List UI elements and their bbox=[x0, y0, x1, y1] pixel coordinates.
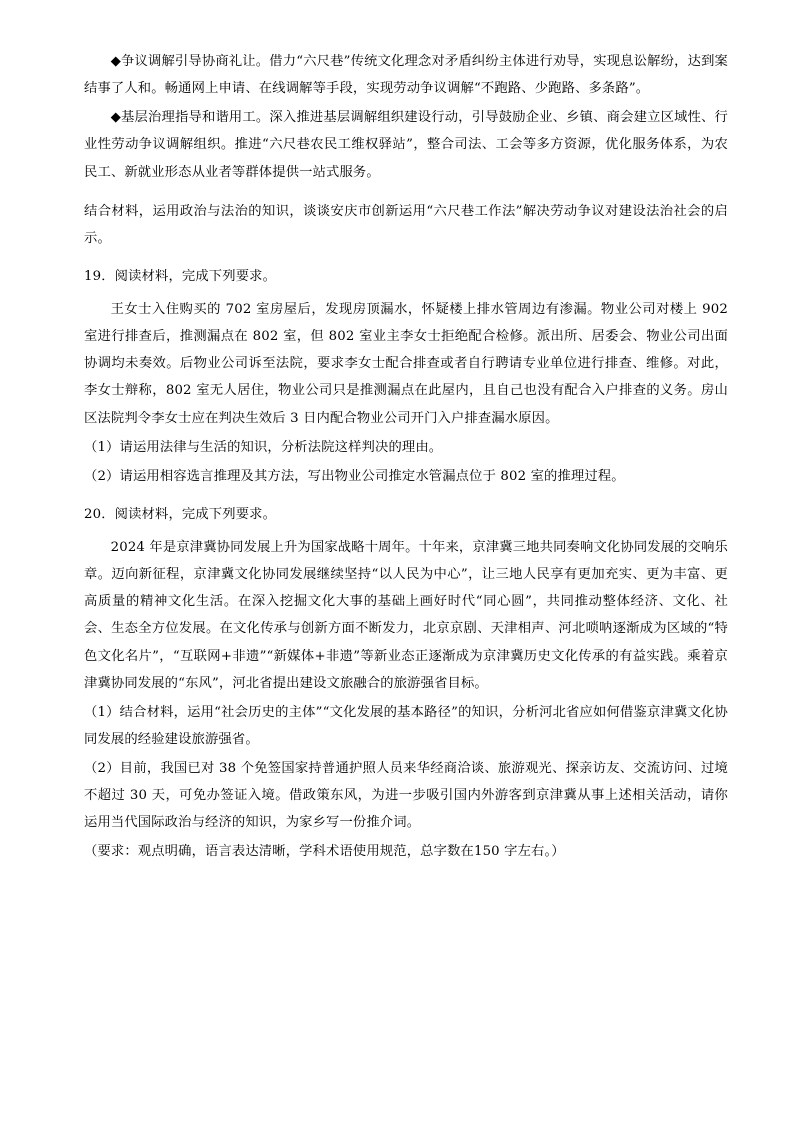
question-20-sub-1: （1）结合材料，运用“社会历史的主体”“文化发展的基本路径”的知识，分析河北省应如何借鉴京津冀文化协同发展的经验建设旅游强省。 bbox=[84, 704, 728, 747]
question-19-heading: 19．阅读材料，完成下列要求。 bbox=[84, 268, 277, 284]
question-20-requirement: （要求：观点明确，语言表达清晰，学科术语使用规范，总字数在150 字左右。） bbox=[84, 844, 565, 860]
paragraph-bullet-dispute-mediation: ◆争议调解引导协商礼让。借力“六尺巷”传统文化理念对矛盾纠纷主体进行劝导，实现息讼解纷，达到案结事了人和。畅通网上申请、在线调解等手段，实现劳动争议调解“不跑路、少跑路、多条路”。 bbox=[84, 54, 728, 97]
question-19-sub-1: （1）请运用法律与生活的知识，分析法院这样判决的理由。 bbox=[84, 439, 443, 455]
question-19-sub-2: （2）请运用相容选言推理及其方法，写出物业公司推定水管漏点位于 802 室的推理过程。 bbox=[84, 468, 625, 484]
question-20-sub-2: （2）目前，我国已对 38 个免签国家持普通护照人员来华经商洽谈、旅游观光、探亲访友、交流访问、过境不超过 30 天，可免办签证入境。借政策东风，为进一步吸引国内外游客到京津冀从事上述相关活动，请你运用当代国际政治与经济的知识，为家乡写一份推介词。 bbox=[84, 761, 728, 831]
question-20-heading: 20．阅读材料，完成下列要求。 bbox=[84, 506, 277, 522]
question-20-material: 2024 年是京津冀协同发展上升为国家战略十周年。十年来，京津冀三地共同奏响文化协同发展的交响乐章。迈向新征程，京津冀文化协同发展继续坚持“以人民为中心”，让三地人民享有更加充实、更为丰富、更高质量的精神文化生活。在深入挖掘文化大事的基础上画好时代“同心圆”，共同推动整体经济、文化、社会、生态全方位发展。在文化传承与创新方面不断发力，北京京剧、天津相声、河北唢呐逐渐成为区域的“特色文化名片”，“互联网+非遗”“新媒体+非遗”等新业态正逐渐成为京津冀历史文化传承的有益实践。乘着京津冀协同发展的“东风”，河北省提出建设文旅融合的旅游强省目标。 bbox=[84, 540, 728, 691]
paragraph-bullet-grassroots-governance: ◆基层治理指导和谐用工。深入推进基层调解组织建设行动，引导鼓励企业、乡镇、商会建立区域性、行业性劳动争议调解组织。推进“六尺巷农民工维权驿站”，整合司法、工会等多方资源，优化服务体系，为农民工、新就业形态从业者等群体提供一站式服务。 bbox=[84, 110, 728, 180]
question-19-material: 王女士入住购买的 702 室房屋后，发现房顶漏水，怀疑楼上排水管周边有渗漏。物业公司对楼上 902 室进行排查后，推测漏点在 802 室，但 802 室业主李女士拒绝配合检修。派出所、居委会、物业公司出面协调均未奏效。后物业公司诉至法院，要求李女士配合排查或者自行聘请专业单位进行排查、维修。对此，李女士辩称，802 室无人居住，物业公司只是推测漏点在此屋内，且自己也没有配合入户排查的义务。房山区法院判令李女士应在判决生效后 3 日内配合物业公司开门入户排查漏水原因。 bbox=[84, 302, 728, 426]
page-bottom-whitespace bbox=[84, 868, 728, 1018]
paragraph-question18-prompt: 结合材料，运用政治与法治的知识，谈谈安庆市创新运用“六尺巷工作法”解决劳动争议对建设法治社会的启示。 bbox=[84, 203, 728, 246]
